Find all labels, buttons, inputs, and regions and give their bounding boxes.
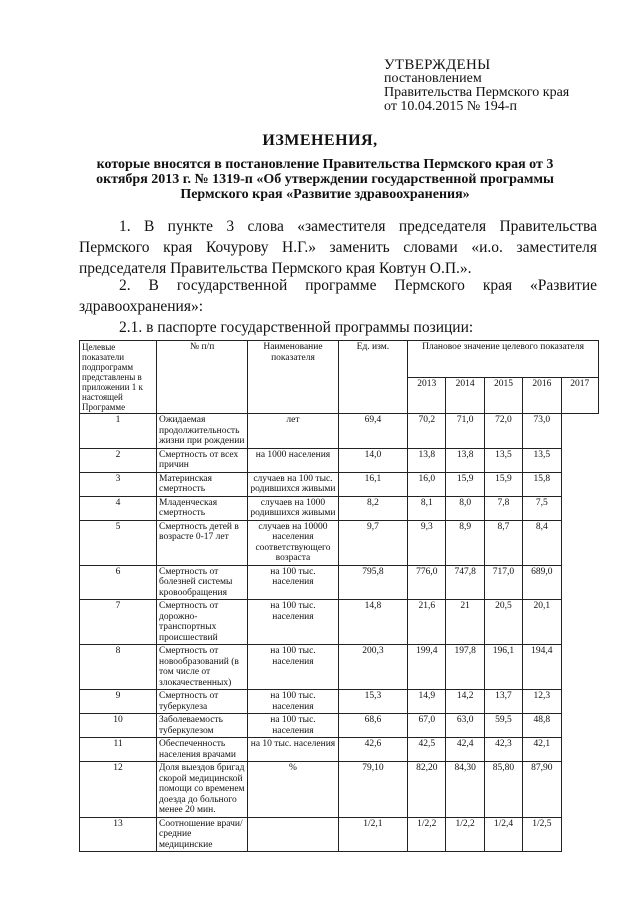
- row-value: 1/2,2: [446, 817, 484, 852]
- row-value: 69,4: [338, 414, 407, 449]
- row-indicator: Смертность детей в возрасте 0-17 лет: [157, 520, 248, 565]
- row-value: 1/2,2: [408, 817, 446, 852]
- row-value: 87,90: [523, 762, 561, 818]
- row-unit: на 100 тыс. населения: [248, 690, 338, 714]
- row-unit: на 100 тыс. населения: [248, 645, 338, 690]
- row-value: 14,2: [446, 690, 484, 714]
- row-unit: на 100 тыс. населения: [248, 565, 338, 600]
- paragraph-1: 1. В пункте 3 слова «заместителя председателя Правительства Пермского края Кочурову Н.Г.» заменить словами «и.о. заместителя председателя Правительства Пермского края Ковтун О.П.».: [79, 218, 597, 277]
- row-value: 717,0: [484, 565, 522, 600]
- row-value: 15,8: [523, 472, 561, 496]
- approval-line-resolution: постановлением: [384, 71, 482, 86]
- row-value: 63,0: [446, 714, 484, 738]
- row-value: 15,3: [338, 690, 407, 714]
- row-indicator: Ожидаемая продолжительность жизни при рождении: [157, 414, 248, 449]
- row-value: 42,5: [408, 738, 446, 762]
- row-value: 15,9: [446, 472, 484, 496]
- row-value: 42,6: [338, 738, 407, 762]
- row-value: 21: [446, 600, 484, 645]
- row-indicator: Смертность от болезней системы кровообращения: [157, 565, 248, 600]
- indicators-table: [79, 340, 599, 852]
- row-value: 48,8: [523, 714, 561, 738]
- row-value: 59,5: [484, 714, 522, 738]
- document-title: ИЗМЕНЕНИЯ,: [262, 132, 378, 149]
- row-value: 73,0: [523, 414, 561, 449]
- row-indicator: Доля выездов бригад скорой медицинской помощи со временем доезда до больного менее 20 мин.: [157, 762, 248, 818]
- row-value: 42,4: [446, 738, 484, 762]
- row-value: 7,5: [523, 496, 561, 520]
- row-indicator: Обеспеченность населения врачами: [157, 738, 248, 762]
- document-subtitle: которые вносятся в постановление Правительства Пермского края от 3 октября 2013 г. № 1319-п «Об утверждении государственной программы Пермского края «Развитие здравоохранения»: [96, 157, 554, 202]
- row-value: 1/2,1: [338, 817, 407, 852]
- row-unit: на 10 тыс. населения: [248, 738, 338, 762]
- row-unit: случаев на 1000 родившихся живыми: [248, 496, 338, 520]
- row-value: 21,6: [408, 600, 446, 645]
- row-number: 5: [80, 520, 157, 565]
- row-value: 42,1: [523, 738, 561, 762]
- row-number: 13: [80, 817, 157, 852]
- table-row: [80, 496, 599, 520]
- header-name: Наименование показателя: [248, 341, 338, 414]
- header-unit: Ед. изм.: [338, 341, 407, 414]
- header-planned: Плановое значение целевого показателя: [408, 341, 599, 378]
- row-value: 16,1: [338, 472, 407, 496]
- row-value: 8,9: [446, 520, 484, 565]
- row-value: 8,1: [408, 496, 446, 520]
- row-value: 747,8: [446, 565, 484, 600]
- row-value: 1/2,5: [523, 817, 561, 852]
- row-value: 12,3: [523, 690, 561, 714]
- row-unit: случаев на 10000 населения соответствующего возраста: [248, 520, 338, 565]
- table-row: [80, 714, 599, 738]
- row-number: 3: [80, 472, 157, 496]
- table-row: [80, 520, 599, 565]
- table-header-row: [80, 341, 599, 378]
- row-value: 82,20: [408, 762, 446, 818]
- row-unit: [248, 817, 338, 852]
- table-row: [80, 817, 599, 852]
- row-value: 15,9: [484, 472, 522, 496]
- row-indicator: Смертность от новообразований (в том числе от злокачественных): [157, 645, 248, 690]
- table-row: [80, 645, 599, 690]
- row-value: 689,0: [523, 565, 561, 600]
- row-indicator: Смертность от дорожно-транспортных происшествий: [157, 600, 248, 645]
- table-row: [80, 472, 599, 496]
- row-number: 6: [80, 565, 157, 600]
- table-row: [80, 565, 599, 600]
- row-unit: на 1000 населения: [248, 448, 338, 472]
- row-value: 14,8: [338, 600, 407, 645]
- row-value: 20,5: [484, 600, 522, 645]
- row-value: 85,80: [484, 762, 522, 818]
- row-value: 42,3: [484, 738, 522, 762]
- approval-stamp: [384, 58, 569, 114]
- header-year: 2013: [408, 377, 446, 414]
- targets-note-cell: Целевые показатели подпрограмм представлены в приложении 1 к настоящей Программе: [80, 341, 157, 414]
- row-unit: на 100 тыс. населения: [248, 600, 338, 645]
- row-value: 68,6: [338, 714, 407, 738]
- row-value: 776,0: [408, 565, 446, 600]
- table-row: [80, 690, 599, 714]
- row-value: 7,8: [484, 496, 522, 520]
- row-indicator: Смертность от туберкулеза: [157, 690, 248, 714]
- approval-heading: УТВЕРЖДЕНЫ: [384, 57, 491, 73]
- row-indicator: Заболеваемость туберкулезом: [157, 714, 248, 738]
- row-unit: на 100 тыс. населения: [248, 714, 338, 738]
- row-value: 8,2: [338, 496, 407, 520]
- paragraph-2: 2. В государственной программе Пермского края «Развитие здравоохранения»:: [79, 277, 597, 315]
- row-value: 8,7: [484, 520, 522, 565]
- row-value: 9,7: [338, 520, 407, 565]
- row-value: 84,30: [446, 762, 484, 818]
- header-num: № п/п: [157, 341, 248, 414]
- row-value: 14,0: [338, 448, 407, 472]
- approval-line-date: от 10.04.2015 № 194-п: [384, 99, 517, 114]
- header-year: 2014: [446, 377, 484, 414]
- row-number: 8: [80, 645, 157, 690]
- header-year: 2017: [561, 377, 599, 414]
- row-value: 795,8: [338, 565, 407, 600]
- row-number: 12: [80, 762, 157, 818]
- row-value: 72,0: [484, 414, 522, 449]
- row-indicator: Материнская смертность: [157, 472, 248, 496]
- row-value: 9,3: [408, 520, 446, 565]
- row-value: 196,1: [484, 645, 522, 690]
- table-row: [80, 600, 599, 645]
- row-value: 20,1: [523, 600, 561, 645]
- row-value: 8,4: [523, 520, 561, 565]
- table-row: [80, 414, 599, 449]
- row-value: 79,10: [338, 762, 407, 818]
- row-value: 1/2,4: [484, 817, 522, 852]
- row-value: 197,8: [446, 645, 484, 690]
- row-number: 4: [80, 496, 157, 520]
- row-value: 200,3: [338, 645, 407, 690]
- row-unit: случаев на 100 тыс. родившихся живыми: [248, 472, 338, 496]
- row-indicator: Младенческая смертность: [157, 496, 248, 520]
- row-value: 13,7: [484, 690, 522, 714]
- row-indicator: Соотношение врачи/средние медицинские: [157, 817, 248, 852]
- row-number: 11: [80, 738, 157, 762]
- row-value: 13,8: [408, 448, 446, 472]
- row-number: 10: [80, 714, 157, 738]
- table-row: [80, 448, 599, 472]
- row-number: 2: [80, 448, 157, 472]
- row-value: 16,0: [408, 472, 446, 496]
- header-year: 2016: [523, 377, 561, 414]
- approval-line-government: Правительства Пермского края: [384, 85, 570, 100]
- header-year: 2015: [484, 377, 522, 414]
- row-unit: лет: [248, 414, 338, 449]
- row-value: 14,9: [408, 690, 446, 714]
- row-value: 70,2: [408, 414, 446, 449]
- row-number: 9: [80, 690, 157, 714]
- row-value: 71,0: [446, 414, 484, 449]
- row-value: 13,5: [484, 448, 522, 472]
- row-value: 8,0: [446, 496, 484, 520]
- row-value: 199,4: [408, 645, 446, 690]
- row-indicator: Смертность от всех причин: [157, 448, 248, 472]
- row-value: 13,5: [523, 448, 561, 472]
- table-row: [80, 738, 599, 762]
- row-number: 1: [80, 414, 157, 449]
- row-number: 7: [80, 600, 157, 645]
- row-value: 194,4: [523, 645, 561, 690]
- row-value: 67,0: [408, 714, 446, 738]
- paragraph-2-1: 2.1. в паспорте государственной программы позиции:: [119, 319, 474, 336]
- row-unit: %: [248, 762, 338, 818]
- table-row: [80, 762, 599, 818]
- row-value: 13,8: [446, 448, 484, 472]
